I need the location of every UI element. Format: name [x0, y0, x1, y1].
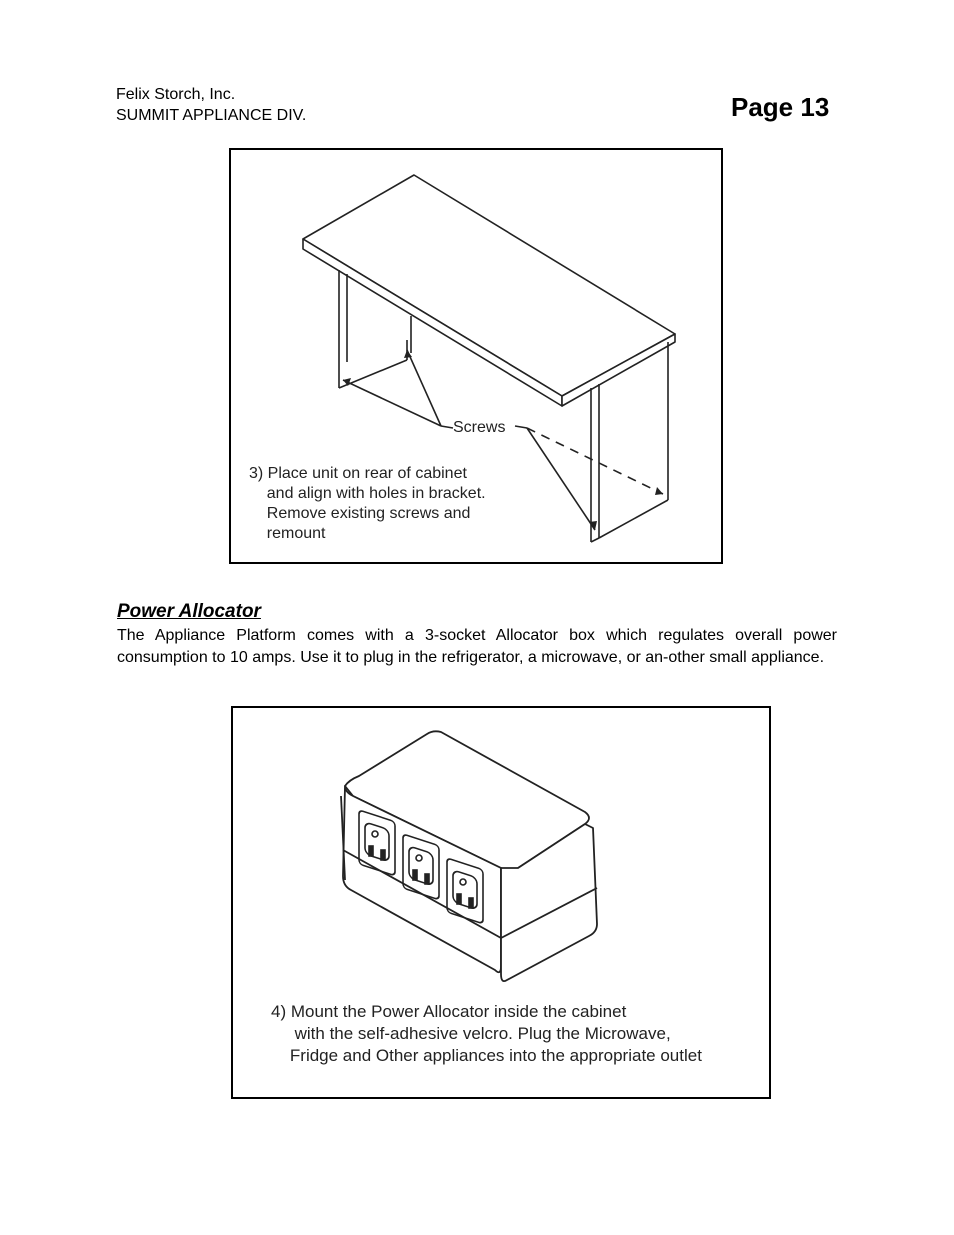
allocator-figure — [231, 706, 771, 1099]
company-line-1: Felix Storch, Inc. — [116, 86, 236, 103]
figure1-caption: 3) Place unit on rear of cabinet and align with holes in bracket. Remove existing screws and remount — [249, 465, 486, 542]
figure2-caption: 4) Mount the Power Allocator inside the cabinet with the self-adhesive velcro. Plug the Microwave, Fridge and Other appliances into the appropriate outlet — [271, 1002, 702, 1065]
page-number: Page 13 — [731, 92, 830, 122]
section-paragraph: The Appliance Platform comes with a 3-socket Allocator box which regulates overall power consumption to 10 amps. Use it to plug in the refrigerator, a microwave, or an-other small appliance. — [117, 627, 837, 666]
screws-callout: Screws — [453, 419, 506, 436]
company-line-2: SUMMIT APPLIANCE DIV. — [116, 107, 307, 124]
section-heading: Power Allocator — [117, 601, 261, 622]
platform-figure — [229, 148, 723, 564]
company-name — [116, 84, 306, 126]
